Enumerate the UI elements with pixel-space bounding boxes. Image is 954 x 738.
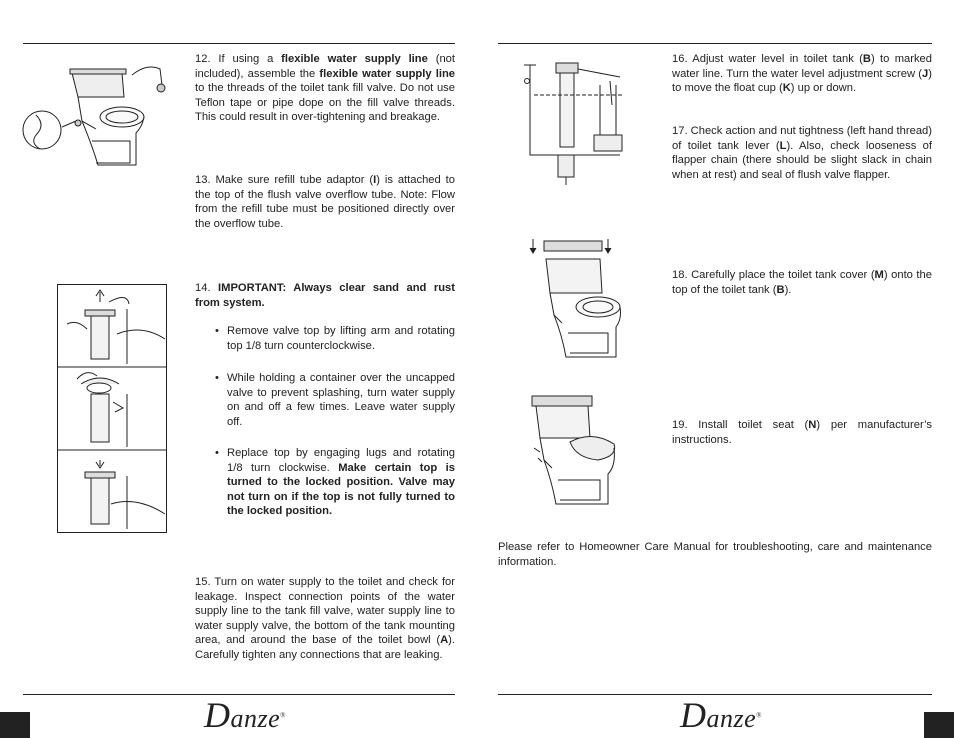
step-16-bold: J bbox=[922, 67, 929, 80]
step-15-part: 15. Turn on water supply to the toilet and check for leakage. Inspect connection points of the water supply line to the tank fill valve, water supply line to water supply valve, the bottom of the tank mounting area, and around the base of the toilet bowl ( bbox=[195, 576, 455, 647]
danze-logo-left bbox=[204, 694, 286, 736]
step-14-text bbox=[195, 281, 455, 310]
top-rule-left bbox=[23, 43, 455, 44]
step-14-part: 14. bbox=[195, 282, 219, 294]
logo-rest: anze bbox=[230, 704, 281, 733]
step-13-text bbox=[195, 173, 455, 231]
step-13-bold: I bbox=[373, 174, 377, 186]
step-12-part: (not included), assemble the bbox=[195, 53, 455, 80]
step-13-part: ) is attached to the top of the flush valve overflow tube. Note: Flow from the refill tube must be positioned directly over the overflow tube. bbox=[195, 174, 455, 230]
step-16-bold: B bbox=[862, 53, 871, 65]
bullet-text: Replace top by engaging lugs and rotating 1/8 turn clockwise. bbox=[227, 447, 455, 474]
logo-mark: ® bbox=[280, 711, 286, 720]
step-14-bullet-2 bbox=[227, 371, 455, 429]
step-17-part: 17. Check action and nut tightness (left hand thread) of toilet tank lever ( bbox=[672, 125, 932, 152]
step-14-bullet-1 bbox=[227, 324, 455, 353]
toilet-supply-line-figure bbox=[22, 55, 172, 170]
step-14-bullet-3 bbox=[227, 446, 455, 519]
step-16-part: ) up or down. bbox=[790, 82, 857, 95]
bullet-bold: Make certain top is turned to the locked position. Valve may not turn on if the top is not fully turned to the locked position. bbox=[227, 461, 455, 518]
tank-cover-figure bbox=[528, 235, 633, 360]
step-15-bold: A bbox=[440, 634, 449, 647]
step-18-text bbox=[672, 268, 932, 297]
step-12-part: to the threads of the toilet tank fill valve. Do not use Teflon tape or pipe dope on the fill valve threads. This could result in over-tightening and breakage. bbox=[195, 82, 455, 124]
step-12-part: 12. If using a bbox=[195, 53, 282, 65]
step-18-part: ) onto the top of the toilet tank ( bbox=[672, 269, 932, 296]
step-19-text bbox=[672, 418, 932, 447]
step-18-part: 18. Carefully place the toilet tank cover ( bbox=[672, 269, 875, 281]
top-rule-right bbox=[498, 43, 932, 44]
tank-interior-figure bbox=[520, 55, 630, 185]
logo-rest: anze bbox=[706, 704, 757, 733]
step-19-part: 19. Install toilet seat ( bbox=[672, 419, 809, 431]
step-19-bold: N bbox=[808, 419, 817, 431]
page-tab-left bbox=[0, 712, 30, 738]
bullet-text: While holding a container over the uncapped valve to prevent splashing, turn water supply on and off a few times. Leave water supply off. bbox=[227, 372, 455, 428]
logo-initial: D bbox=[680, 695, 707, 735]
care-manual-note bbox=[498, 540, 932, 569]
step-16-bold: K bbox=[782, 82, 791, 95]
toilet-with-seat-figure bbox=[528, 390, 628, 508]
step-18-part: ). bbox=[784, 283, 792, 296]
step-16-part: 16. Adjust water level in toilet tank ( bbox=[672, 53, 863, 65]
step-13-part: 13. Make sure refill tube adaptor ( bbox=[195, 174, 374, 186]
step-16-part: ) to move the float cup ( bbox=[672, 67, 932, 95]
step-19-part: ) per manufacturer’s instructions. bbox=[672, 419, 932, 446]
page-tab-right bbox=[924, 712, 954, 738]
step-12-text bbox=[195, 52, 455, 125]
step-16-part: ) to marked water line. Turn the water level adjustment screw ( bbox=[672, 53, 932, 80]
step-12-bold: flexible water supply line bbox=[281, 53, 428, 65]
step-16-text bbox=[672, 52, 932, 96]
logo-mark: ® bbox=[756, 711, 762, 720]
step-12-bold: flexible water supply line bbox=[319, 67, 455, 80]
step-17-text bbox=[672, 124, 932, 182]
fill-valve-steps-figure bbox=[57, 284, 167, 534]
step-15-text bbox=[195, 575, 455, 663]
logo-initial: D bbox=[204, 695, 231, 735]
step-18-bold: M bbox=[874, 269, 884, 281]
step-15-part: ). Carefully tighten any connections that are leaking. bbox=[195, 634, 455, 661]
note-text: Please refer to Homeowner Care Manual for troubleshooting, care and maintenance information. bbox=[498, 541, 932, 568]
step-18-bold: B bbox=[776, 283, 785, 296]
bullet-text: Remove valve top by lifting arm and rotating top 1/8 turn counterclockwise. bbox=[227, 325, 455, 352]
step-17-bold: L bbox=[779, 139, 787, 152]
danze-logo-right bbox=[680, 694, 762, 736]
step-14-bold: IMPORTANT: Always clear sand and rust from system. bbox=[195, 282, 455, 309]
step-17-part: ). Also, check looseness of flapper chain (there should be slight slack in chain when at rest) and seal of flush valve flapper. bbox=[672, 139, 932, 181]
